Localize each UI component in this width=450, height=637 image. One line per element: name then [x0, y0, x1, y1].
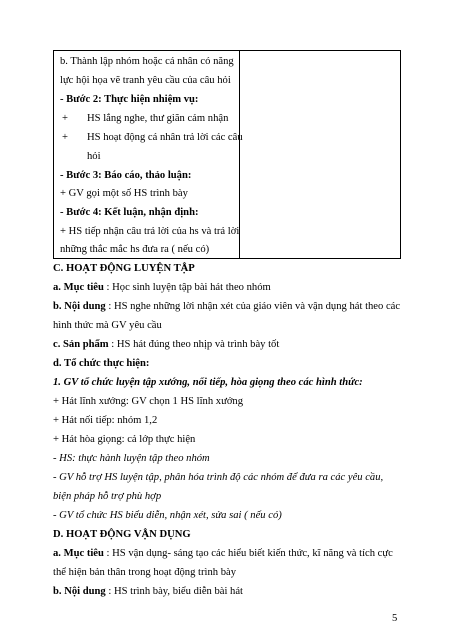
text: : HS trình bày, biểu diễn bài hát: [105, 586, 244, 597]
plus-marker: +: [62, 113, 68, 124]
plus-marker: +: [62, 132, 68, 143]
paragraph: [53, 281, 271, 294]
section-c-heading: C. HOẠT ĐỘNG LUYỆN TẬP: [53, 263, 195, 274]
table-line: HS lắng nghe, thư giãn cảm nhận: [87, 113, 229, 124]
table-line: + GV gọi một số HS trình bày: [60, 188, 188, 199]
paragraph: [53, 338, 279, 351]
table-line: hỏi: [87, 151, 101, 162]
table-line: lực hội họa vẽ tranh yêu cầu của câu hỏi: [60, 75, 231, 86]
step-3-heading: - Bước 3: Báo cáo, thảo luận:: [60, 170, 192, 181]
list-item: - GV hỗ trợ HS luyện tập, phân hóa trình độ các nhóm để đưa ra các yêu cầu,: [53, 472, 384, 483]
organization-title: 1. GV tổ chức luyện tập xướng, nối tiếp, hòa giọng theo các hình thức:: [53, 377, 363, 388]
label: b. Nội dung: [53, 301, 106, 312]
text: : Học sinh luyện tập bài hát theo nhóm: [103, 282, 271, 293]
label: a. Mục tiêu: [53, 282, 104, 293]
list-item: - GV tổ chức HS biểu diễn, nhận xét, sửa sai ( nếu có): [53, 510, 282, 521]
text: : HS hát đúng theo nhịp và trình bày tốt: [108, 339, 280, 350]
table-line: những thắc mắc hs đưa ra ( nếu có): [60, 244, 210, 255]
list-item: + Hát lĩnh xướng: GV chọn 1 HS lĩnh xướng: [53, 396, 244, 407]
paragraph-continued: hình thức mà GV yêu cầu: [53, 320, 162, 331]
list-item: + Hát nối tiếp: nhóm 1,2: [53, 415, 158, 426]
page-number: 5: [392, 613, 398, 624]
paragraph: [53, 585, 243, 598]
list-item: - HS: thực hành luyện tập theo nhóm: [53, 453, 210, 464]
organization-heading: d. Tổ chức thực hiện:: [53, 358, 150, 369]
text: : HS vận dụng- sáng tạo các hiểu biết kiến thức, kĩ năng và tích cực: [103, 548, 393, 559]
label: c. Sản phẩm: [53, 339, 109, 350]
table-line: b. Thành lập nhóm hoặc cá nhân có năng: [60, 56, 234, 67]
paragraph: [53, 547, 393, 560]
text: : HS nghe những lời nhận xét của giáo viên và vận dụng hát theo các: [105, 301, 401, 312]
table-line: + HS tiếp nhận câu trả lời của hs và trả lời: [60, 226, 240, 237]
list-item-continued: biện pháp hỗ trợ phù hợp: [53, 491, 162, 502]
section-d-heading: D. HOẠT ĐỘNG VẬN DỤNG: [53, 529, 191, 540]
paragraph: [53, 300, 400, 313]
step-2-heading: - Bước 2: Thực hiện nhiệm vụ:: [60, 94, 199, 105]
paragraph-continued: thể hiện bản thân trong hoạt động trình bày: [53, 567, 236, 578]
list-item: + Hát hòa giọng: cả lớp thực hiện: [53, 434, 196, 445]
table-line: HS hoạt động cá nhân trả lời các câu: [87, 132, 243, 143]
step-4-heading: - Bước 4: Kết luận, nhận định:: [60, 207, 199, 218]
label: a. Mục tiêu: [53, 548, 104, 559]
label: b. Nội dung: [53, 586, 106, 597]
